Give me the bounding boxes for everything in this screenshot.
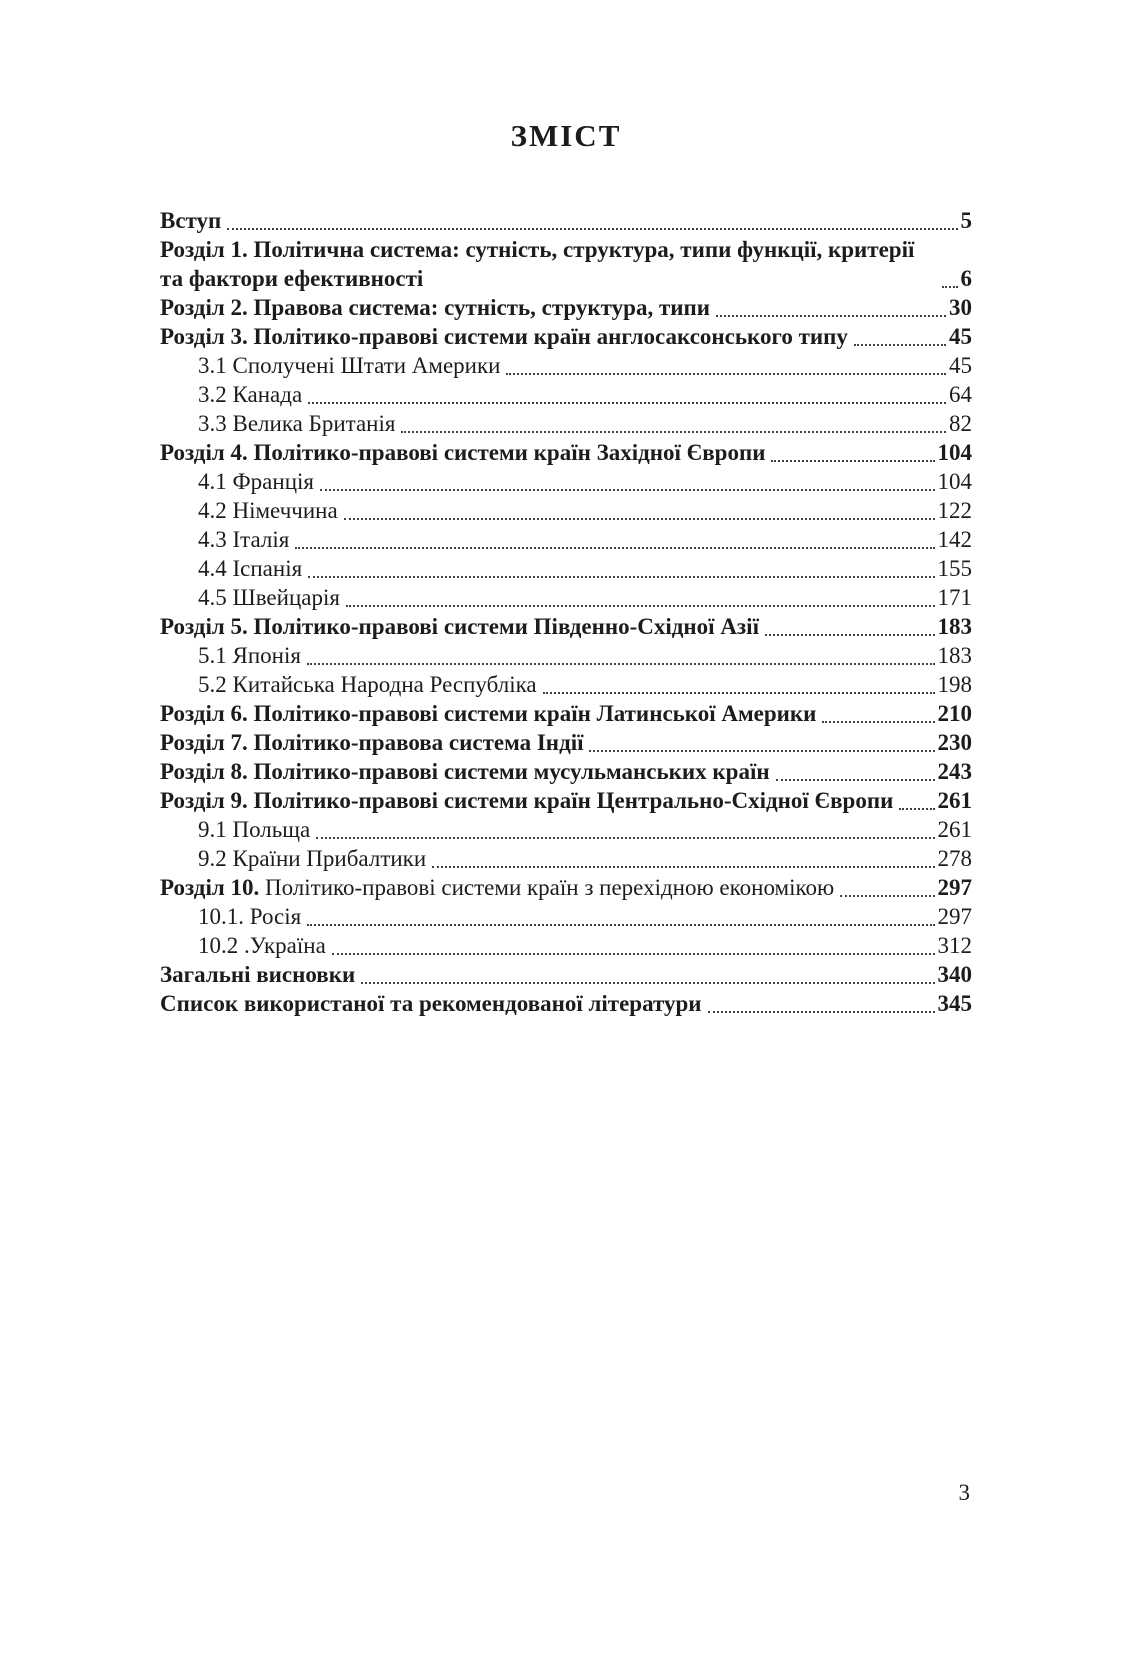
toc-leader-dots	[346, 605, 935, 607]
toc-entry-page: 104	[937, 440, 972, 465]
toc-entry-page: 261	[937, 788, 972, 813]
toc-entry-page: 82	[949, 411, 972, 436]
toc-entry	[160, 612, 972, 641]
toc-leader-dots	[589, 750, 934, 752]
toc-subentry	[160, 496, 972, 525]
toc-subentry	[160, 641, 972, 670]
toc-subentry	[160, 525, 972, 554]
toc-entry	[160, 989, 972, 1018]
toc-entry-label: Розділ 9. Політико-правові системи країн Центрально-Східної Європи	[160, 788, 894, 813]
toc-entry	[160, 699, 972, 728]
toc-entry-label: Розділ 2. Правова система: сутність, структура, типи	[160, 295, 711, 320]
toc-subentry	[160, 351, 972, 380]
toc-leader-dots	[332, 953, 935, 955]
toc-entry-page: 171	[937, 585, 972, 610]
toc-entry-label: 9.2 Країни Прибалтики	[198, 846, 427, 871]
toc-leader-dots	[776, 779, 935, 781]
toc-entry-label: Розділ 1. Політична система: сутність, структура, типи функції, критерії та фактори ефективності	[160, 237, 915, 291]
toc-leader-dots	[840, 895, 934, 897]
toc-entry-page: 345	[937, 991, 972, 1016]
toc-leader-dots	[854, 344, 946, 346]
toc-leader-dots	[765, 634, 935, 636]
toc-entry-label: 4.4 Іспанія	[198, 556, 303, 581]
toc-leader-dots	[401, 431, 946, 433]
toc-entry-label: Розділ 7. Політико-правова система Індії	[160, 730, 584, 755]
toc-leader-dots	[716, 315, 946, 317]
toc-entry-page: 45	[949, 353, 972, 378]
toc-leader-dots	[307, 924, 934, 926]
toc-entry-label: 3.1 Сполучені Штати Америки	[198, 353, 501, 378]
toc-entry-page: 64	[949, 382, 972, 407]
toc-entry-page: 30	[949, 295, 972, 320]
toc-entry	[160, 235, 972, 293]
toc-entry-label: Розділ 6. Політико-правові системи країн Латинської Америки	[160, 701, 817, 726]
toc-leader-dots	[506, 373, 946, 375]
toc-entry-label: 4.3 Італія	[198, 527, 290, 552]
toc-entry-page: 45	[949, 324, 972, 349]
toc-entry	[160, 206, 972, 235]
toc-entry-page: 104	[937, 469, 972, 494]
toc-entry-label: Розділ 5. Політико-правові системи Південно-Східної Азії	[160, 614, 759, 639]
page-title: ЗМІСТ	[510, 118, 622, 153]
toc-leader-dots	[308, 402, 946, 404]
toc-entry-page: 312	[937, 933, 972, 958]
toc-entry-page: 297	[937, 875, 972, 900]
toc-subentry	[160, 467, 972, 496]
toc-entry-label: Вступ	[160, 208, 222, 233]
toc-entry-label: Загальні висновки	[160, 962, 356, 987]
toc-leader-dots	[432, 866, 934, 868]
toc-list	[160, 206, 972, 1018]
toc-leader-dots	[942, 286, 958, 288]
toc-leader-dots	[708, 1011, 935, 1013]
toc-leader-dots	[308, 576, 934, 578]
toc-leader-dots	[771, 460, 934, 462]
toc-entry-page: 5	[960, 208, 972, 233]
toc-entry	[160, 438, 972, 467]
toc-leader-dots	[361, 982, 934, 984]
toc-subentry	[160, 409, 972, 438]
toc-entry-page: 122	[937, 498, 972, 523]
toc-entry-page: 198	[937, 672, 972, 697]
toc-entry-label: 5.1 Японія	[198, 643, 301, 668]
toc-entry-page: 142	[937, 527, 972, 552]
toc-entry-page: 297	[937, 904, 972, 929]
toc-entry-page: 183	[937, 643, 972, 668]
toc-entry-page: 210	[937, 701, 972, 726]
toc-entry-page: 155	[937, 556, 972, 581]
toc-entry-label: 4.5 Швейцарія	[198, 585, 340, 610]
toc-entry	[160, 960, 972, 989]
toc-subentry	[160, 583, 972, 612]
toc-entry	[160, 322, 972, 351]
toc-entry-page: 261	[937, 817, 972, 842]
toc-leader-dots	[344, 518, 935, 520]
toc-entry-label: 3.2 Канада	[198, 382, 303, 407]
toc-subentry	[160, 670, 972, 699]
toc-entry	[160, 728, 972, 757]
toc-subentry	[160, 815, 972, 844]
toc-leader-dots	[295, 547, 934, 549]
toc-entry	[160, 293, 972, 322]
toc-leader-dots	[543, 692, 935, 694]
toc-entry-label: 3.3 Велика Британія	[198, 411, 396, 436]
toc-leader-dots	[307, 663, 935, 665]
page-number: 3	[958, 1480, 970, 1505]
toc-leader-dots	[227, 228, 957, 230]
toc-entry-label: Розділ 4. Політико-правові системи країн Західної Європи	[160, 440, 766, 465]
toc-subentry	[160, 844, 972, 873]
toc-leader-dots	[316, 837, 934, 839]
toc-entry	[160, 873, 972, 902]
toc-entry-label: 10.2 .Україна	[198, 933, 326, 958]
toc-subentry	[160, 931, 972, 960]
toc-entry-label: Список використаної та рекомендованої літератури	[160, 991, 702, 1016]
toc-entry-page: 183	[937, 614, 972, 639]
toc-entry-label: 4.1 Франція	[198, 469, 314, 494]
toc-entry-label: 4.2 Німеччина	[198, 498, 338, 523]
toc-subentry	[160, 554, 972, 583]
toc-entry-label: 5.2 Китайська Народна Республіка	[198, 672, 537, 697]
toc-leader-dots	[899, 808, 934, 810]
toc-entry-page: 278	[937, 846, 972, 871]
toc-leader-dots	[822, 721, 934, 723]
toc-subentry	[160, 380, 972, 409]
toc-entry-page: 6	[960, 266, 972, 291]
toc-entry-label: Розділ 3. Політико-правові системи країн англосаксонського типу	[160, 324, 848, 349]
toc-leader-dots	[320, 489, 935, 491]
toc-entry	[160, 757, 972, 786]
toc-entry-page: 230	[937, 730, 972, 755]
toc-entry-page: 243	[937, 759, 972, 784]
toc-subentry	[160, 902, 972, 931]
toc-entry-label: 10.1. Росія	[198, 904, 302, 929]
toc-entry-label: Розділ 8. Політико-правові системи мусульманських країн	[160, 759, 770, 784]
toc-entry-label: 9.1 Польща	[198, 817, 311, 842]
toc-entry-page: 340	[937, 962, 972, 987]
toc-entry	[160, 786, 972, 815]
toc-entry-label: Розділ 10. Політико-правові системи країн з перехідною економікою	[160, 875, 835, 900]
